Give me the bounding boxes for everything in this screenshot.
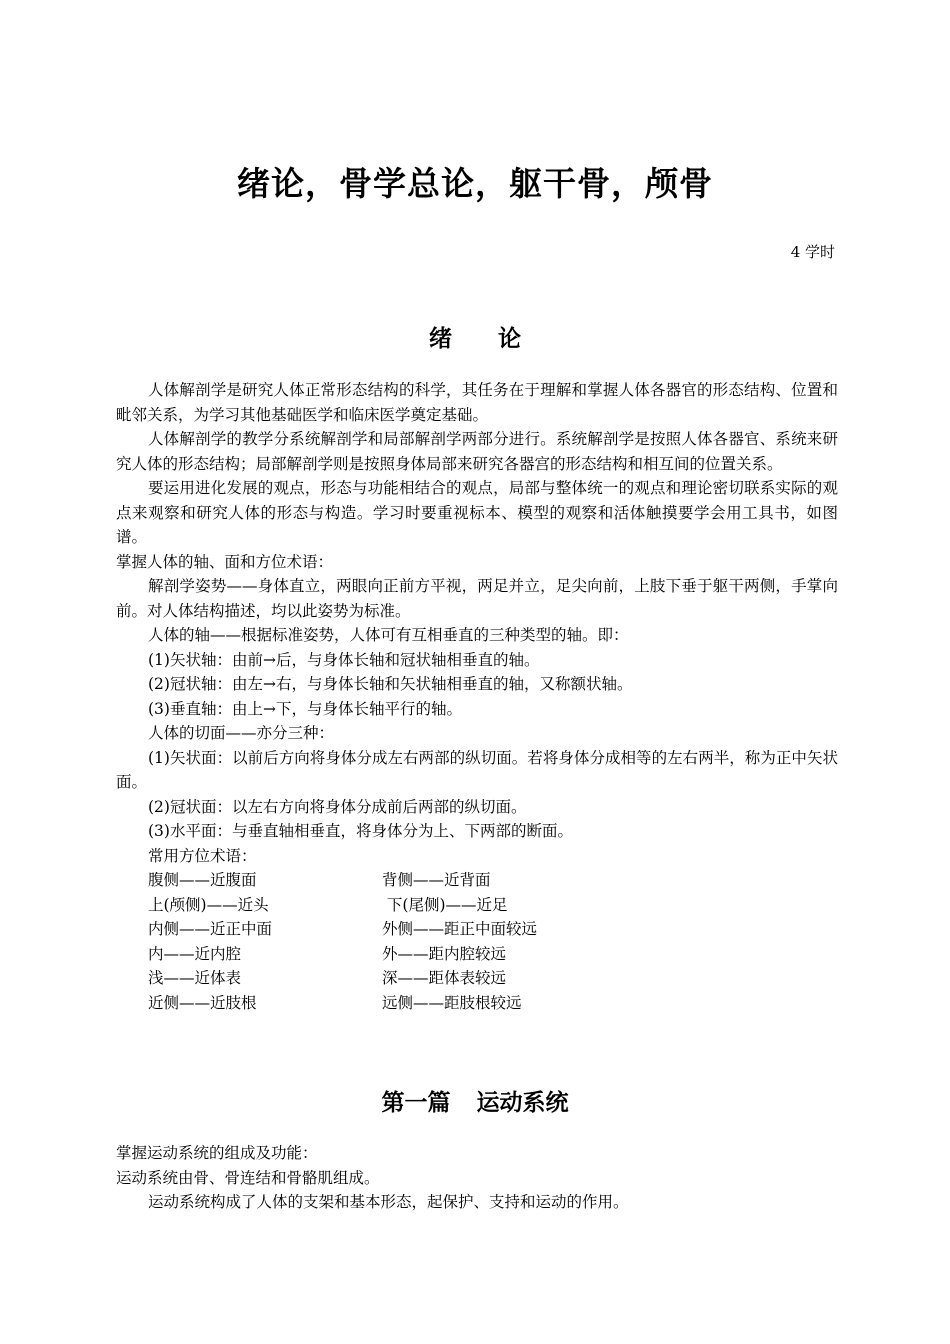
intro-heading-char-2: 论	[498, 326, 521, 352]
term-left: 近侧——近肢根	[148, 993, 257, 1012]
term-right: 外侧——距正中面较远	[382, 920, 538, 938]
part1-heading-name: 运动系统	[476, 1090, 569, 1116]
term-right: 远侧——距肢根较远	[382, 993, 522, 1012]
term-right: 下(尾侧)——近足	[382, 895, 508, 914]
term-left: 浅——近体表	[148, 969, 242, 987]
term-right: 背侧——近背面	[382, 871, 491, 889]
axes-heading: 掌握人体的轴、面和方位术语：	[116, 552, 334, 571]
intro-heading-char-1: 绪	[429, 326, 452, 352]
anatomical-position: 解剖学姿势——身体直立，两眼向正前方平视，两足并立，足尖向前，上肢下垂于躯干两侧，手掌向前。对人体结构描述，均以此姿势为标准。	[116, 577, 838, 620]
terms-intro: 常用方位术语：	[148, 846, 257, 865]
intro-heading	[0, 320, 950, 353]
class-hours: 4 学时	[790, 243, 835, 261]
axis-item-coronal: (2)冠状轴：由左→右，与身体长轴和矢状轴相垂直的轴，又称额状轴。	[148, 675, 633, 693]
term-left: 腹侧——近腹面	[148, 871, 257, 889]
part1-line-1: 掌握运动系统的组成及功能：	[116, 1144, 318, 1162]
plane-item-sagittal: (1)矢状面：以前后方向将身体分成左右两部的纵切面。若将身体分成相等的左右两半，称为正中矢状面。	[116, 748, 838, 791]
part1-body	[116, 1141, 838, 1215]
intro-paragraph-2: 人体解剖学的教学分系统解剖学和局部解剖学两部分进行。系统解剖学是按照人体各器官、系统来研究人体的形态结构；局部解剖学则是按照身体局部来研究各器宫的形态结构和相互间的位置关系。	[116, 430, 838, 473]
direction-terms-table	[116, 868, 838, 1015]
term-right: 外——距内腔较远	[382, 944, 507, 963]
term-left: 上(颅侧)——近头	[148, 895, 269, 914]
term-left: 内——近内腔	[148, 944, 242, 963]
axis-item-sagittal: (1)矢状轴：由前→后，与身体长轴和冠状轴相垂直的轴。	[148, 650, 540, 669]
intro-paragraph-3: 要运用进化发展的观点，形态与功能相结合的观点，局部与整体统一的观点和理论密切联系实际的观点来观察和研究人体的形态与构造。学习时要重视标本、模型的观察和活体触摸要学会用工具书，如图谱。	[116, 479, 838, 546]
intro-paragraph-1: 人体解剖学是研究人体正常形态结构的科学，其任务在于理解和掌握人体各器官的形态结构、位置和毗邻关系，为学习其他基础医学和临床医学奠定基础。	[116, 381, 838, 424]
axis-item-vertical: (3)垂直轴：由上→下，与身体长轴平行的轴。	[148, 699, 462, 718]
plane-intro: 人体的切面——亦分三种：	[148, 724, 335, 742]
term-right: 深——距体表较远	[382, 969, 507, 987]
document-title: 绪论，骨学总论，躯干骨，颅骨	[237, 164, 713, 203]
part1-heading-number: 第一篇	[381, 1090, 451, 1116]
plane-item-coronal: (2)冠状面：以左右方向将身体分成前后两部的纵切面。	[148, 797, 527, 816]
axis-intro: 人体的轴——根据标准姿势，人体可有互相垂直的三种类型的轴。即：	[148, 626, 629, 644]
term-left: 内侧——近正中面	[148, 920, 273, 938]
part1-line-2: 运动系统由骨、骨连结和骨骼肌组成。	[116, 1168, 380, 1187]
intro-body	[116, 378, 838, 1015]
plane-item-horizontal: (3)水平面：与垂直轴相垂直，将身体分为上、下两部的断面。	[148, 822, 573, 840]
part1-paragraph: 运动系统构成了人体的支架和基本形态，起保护、支持和运动的作用。	[148, 1193, 629, 1211]
part1-heading	[0, 1084, 950, 1117]
